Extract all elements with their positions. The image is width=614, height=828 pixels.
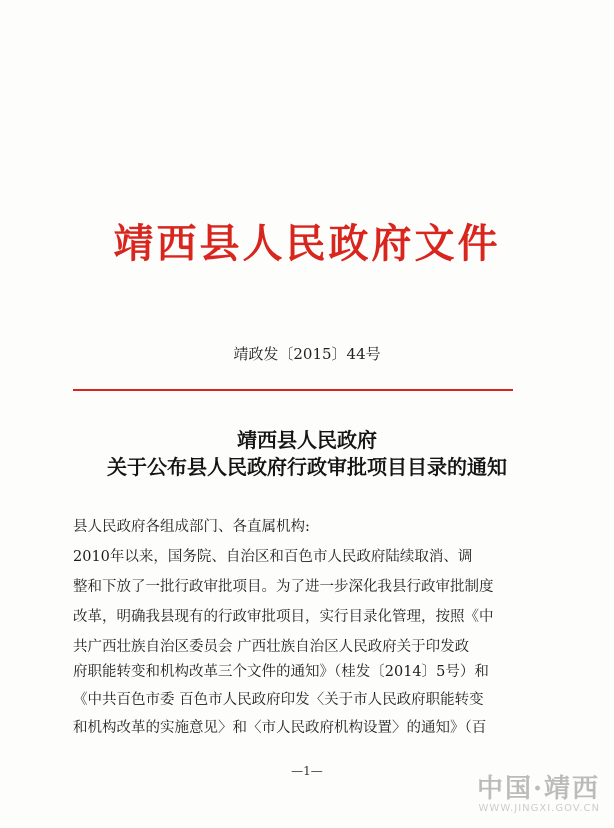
red-divider-line bbox=[73, 389, 513, 391]
body-line: 和机构改革的实施意见〉和〈市人民政府机构设置〉的通知》（百 bbox=[73, 720, 487, 736]
notice-title-line-1: 靖西县人民政府 bbox=[237, 428, 377, 452]
page-number: —1— bbox=[291, 764, 323, 778]
body-line: 整和下放了一批行政审批项目。为了进一步深化我县行政审批制度 bbox=[73, 579, 494, 595]
watermark-url: WWW.JINGXI.GOV.CN bbox=[478, 803, 600, 814]
document-number: 靖政发〔2015〕44号 bbox=[233, 345, 381, 363]
body-line: 改革，明确我县现有的行政审批项目，实行目录化管理，按照《中 bbox=[73, 609, 494, 625]
watermark-text: 中国·靖西 bbox=[476, 774, 600, 804]
notice-title-line-2: 关于公布县人民政府行政审批项目目录的通知 bbox=[107, 455, 507, 479]
body-line: 共广西壮族自治区委员会 广西壮族自治区人民政府关于印发政 bbox=[73, 639, 470, 655]
body-line: 《中共百色市委 百色市人民政府印发〈关于市人民政府职能转变 bbox=[73, 692, 484, 708]
body-line: 府职能转变和机构改革三个文件的通知》（桂发〔2014〕5号）和 bbox=[73, 664, 489, 680]
body-line: 2010年以来，国务院、自治区和百色市人民政府陆续取消、调 bbox=[73, 549, 473, 565]
site-watermark bbox=[477, 768, 600, 814]
salutation: 县人民政府各组成部门、各直属机构: bbox=[73, 519, 310, 535]
document-issuer-header: 靖西县人民政府文件 bbox=[113, 220, 501, 267]
